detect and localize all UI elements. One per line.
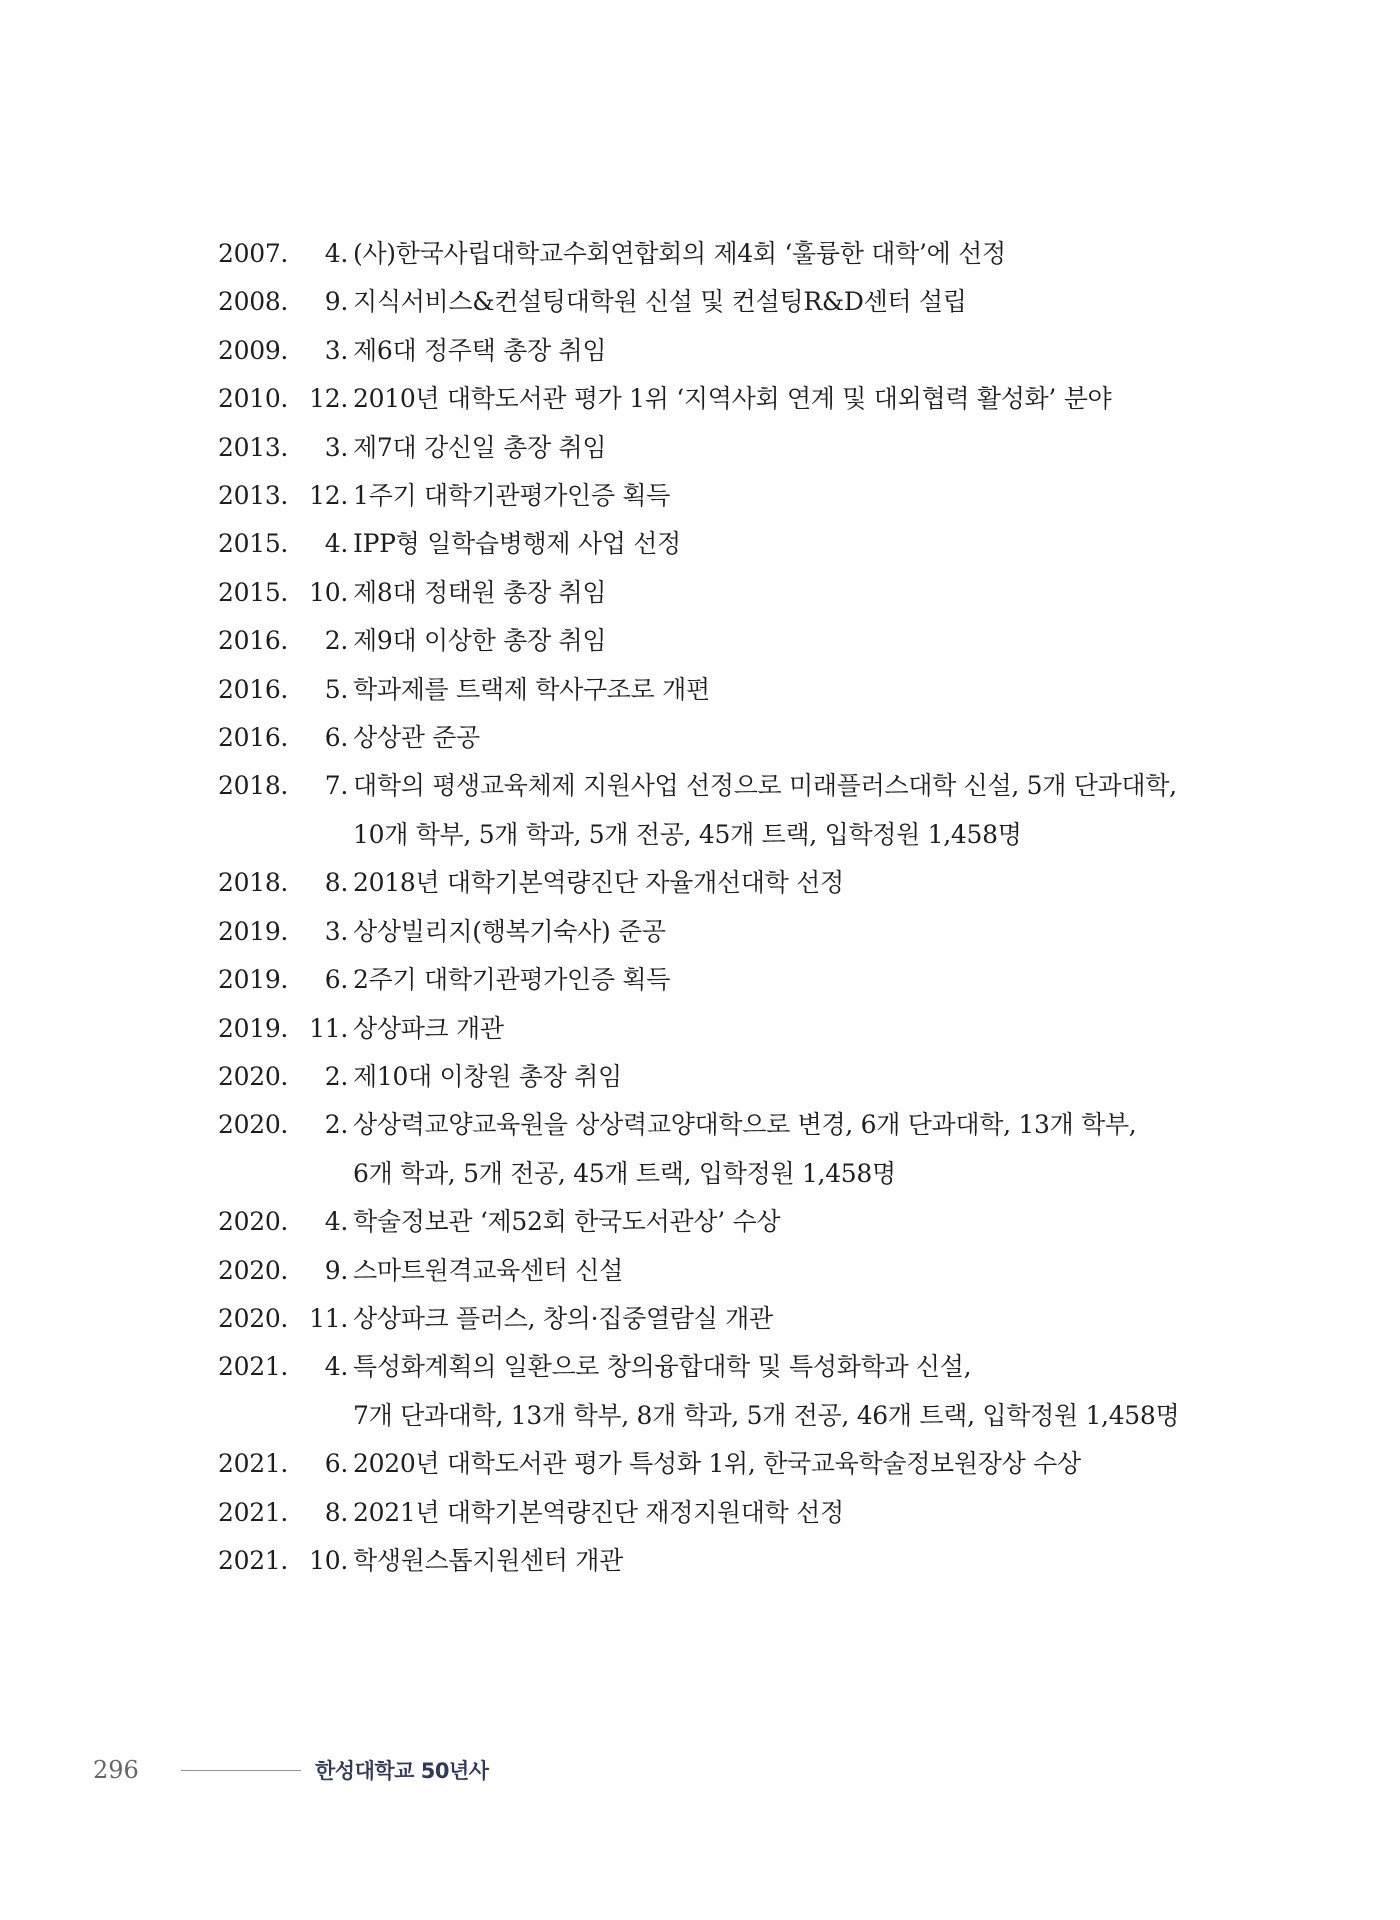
entry-date: [218, 520, 353, 568]
entry-description-line: 학생원스톱지원센터 개관: [353, 1545, 623, 1575]
entry-description-line: 제8대 정태원 총장 취임: [353, 577, 607, 607]
entry-description: [353, 375, 1218, 423]
page-number: 296: [93, 1756, 139, 1784]
entry-date: [218, 1005, 353, 1053]
entry-month: 4.: [324, 529, 348, 559]
entry-month: 8.: [324, 868, 348, 898]
entry-year: 2021.: [218, 1449, 289, 1479]
timeline-entry: [218, 1053, 1218, 1101]
entry-year: 2018.: [218, 868, 289, 898]
timeline-entry: [218, 1537, 1218, 1585]
entry-description: [353, 1247, 1218, 1295]
entry-date: [218, 1537, 353, 1585]
entry-year: 2016.: [218, 626, 289, 656]
entry-date: [218, 327, 353, 375]
entry-description: [353, 1440, 1218, 1488]
entry-description-line: 제7대 강신일 총장 취임: [353, 432, 607, 462]
entry-date: [218, 617, 353, 665]
entry-month: 10.: [309, 577, 348, 607]
timeline-entry: [218, 1440, 1218, 1488]
entry-month: 11.: [309, 1013, 348, 1043]
timeline-entry: [218, 230, 1218, 278]
entry-year: 2020.: [218, 1303, 289, 1333]
entry-date: [218, 714, 353, 762]
entry-description: [353, 520, 1218, 568]
entry-description: [353, 617, 1218, 665]
entry-month: 9.: [324, 287, 348, 317]
entry-date: [218, 1247, 353, 1295]
entry-year: 2015.: [218, 529, 289, 559]
entry-description: [353, 1537, 1218, 1585]
entry-description-line: 1주기 대학기관평가인증 획득: [353, 481, 671, 511]
entry-description-line: 제6대 정주택 총장 취임: [353, 335, 607, 365]
entry-month: 12.: [309, 481, 348, 511]
entry-date: [218, 472, 353, 520]
entry-month: 6.: [324, 965, 348, 995]
entry-description: [353, 1489, 1218, 1537]
entry-year: 2020.: [218, 1061, 289, 1091]
entry-month: 4.: [324, 1207, 348, 1237]
entry-date: [218, 666, 353, 714]
entry-date: [218, 375, 353, 423]
entry-year: 2018.: [218, 771, 289, 801]
entry-month: 7.: [324, 771, 348, 801]
entry-description: [353, 1005, 1218, 1053]
timeline-entry: [218, 569, 1218, 617]
entry-description-line: 2주기 대학기관평가인증 획득: [353, 965, 671, 995]
timeline-entry: [218, 278, 1218, 326]
timeline-entry: [218, 520, 1218, 568]
entry-description: [353, 1295, 1218, 1343]
entry-year: 2016.: [218, 723, 289, 753]
entry-month: 6.: [324, 723, 348, 753]
entry-description: [353, 1053, 1218, 1101]
entry-year: 2009.: [218, 335, 289, 365]
entry-description: [353, 1198, 1218, 1246]
entry-date: [218, 859, 353, 907]
entry-description: [353, 762, 1218, 859]
entry-date: [218, 908, 353, 956]
entry-description: [353, 278, 1218, 326]
entry-description-line: 학술정보관 ‘제52회 한국도서관상’ 수상: [353, 1207, 781, 1237]
timeline-entry: [218, 1489, 1218, 1537]
entry-year: 2021.: [218, 1497, 289, 1527]
footer-divider: [181, 1770, 301, 1771]
timeline-entry: [218, 1295, 1218, 1343]
entry-description: [353, 327, 1218, 375]
entry-description: [353, 1343, 1218, 1440]
entry-date: [218, 1343, 353, 1391]
entry-date: [218, 762, 353, 810]
timeline-entry: [218, 1198, 1218, 1246]
entry-year: 2013.: [218, 481, 289, 511]
timeline-list: [218, 230, 1218, 1585]
entry-month: 2.: [324, 626, 348, 656]
entry-description: [353, 569, 1218, 617]
timeline-entry: [218, 1343, 1218, 1440]
entry-description-line: 2018년 대학기본역량진단 자율개선대학 선정: [353, 868, 844, 898]
entry-description: [353, 714, 1218, 762]
entry-description-line: 스마트원격교육센터 신설: [353, 1255, 623, 1285]
timeline-entry: [218, 666, 1218, 714]
timeline-entry: [218, 472, 1218, 520]
entry-date: [218, 424, 353, 472]
entry-year: 2013.: [218, 432, 289, 462]
timeline-entry: [218, 762, 1218, 859]
entry-month: 3.: [324, 335, 348, 365]
entry-description-line: 지식서비스&컨설팅대학원 신설 및 컨설팅R&D센터 설립: [353, 287, 967, 317]
entry-month: 4.: [324, 239, 348, 268]
timeline-entry: [218, 859, 1218, 907]
entry-year: 2010.: [218, 384, 289, 414]
timeline-entry: [218, 375, 1218, 423]
entry-month: 4.: [324, 1352, 348, 1382]
entry-description-line: 학과제를 트랙제 학사구조로 개편: [353, 674, 710, 704]
entry-year: 2021.: [218, 1352, 289, 1382]
timeline-entry: [218, 327, 1218, 375]
page-footer: [93, 1750, 489, 1790]
timeline-entry: [218, 1101, 1218, 1198]
entry-date: [218, 956, 353, 1004]
entry-year: 2015.: [218, 577, 289, 607]
entry-description-line: IPP형 일학습병행제 사업 선정: [353, 529, 681, 559]
entry-month: 3.: [324, 916, 348, 946]
entry-description-line: 2020년 대학도서관 평가 특성화 1위, 한국교육학술정보원장상 수상: [353, 1449, 1081, 1479]
timeline-entry: [218, 1005, 1218, 1053]
timeline-entry: [218, 424, 1218, 472]
entry-date: [218, 1101, 353, 1149]
entry-description-line: 2010년 대학도서관 평가 1위 ‘지역사회 연계 및 대외협력 활성화’ 분야: [353, 384, 1112, 414]
entry-date: [218, 278, 353, 326]
entry-description: [353, 472, 1218, 520]
entry-description-line: 제10대 이창원 총장 취임: [353, 1061, 622, 1091]
entry-year: 2008.: [218, 287, 289, 317]
timeline-entry: [218, 714, 1218, 762]
entry-date: [218, 1198, 353, 1246]
entry-date: [218, 569, 353, 617]
entry-description-line: 10개 학부, 5개 학과, 5개 전공, 45개 트랙, 입학정원 1,458명: [353, 819, 1022, 849]
entry-description: [353, 1101, 1218, 1198]
entry-date: [218, 1440, 353, 1488]
entry-year: 2020.: [218, 1110, 289, 1140]
entry-month: 5.: [324, 674, 348, 704]
entry-description: [353, 859, 1218, 907]
entry-description-line: 6개 학과, 5개 전공, 45개 트랙, 입학정원 1,458명: [353, 1158, 896, 1188]
entry-description: [353, 230, 1218, 278]
entry-description: [353, 666, 1218, 714]
entry-year: 2020.: [218, 1207, 289, 1237]
entry-year: 2016.: [218, 674, 289, 704]
entry-month: 10.: [309, 1545, 348, 1575]
timeline-entry: [218, 617, 1218, 665]
entry-description-line: 상상파크 플러스, 창의·집중열람실 개관: [353, 1303, 773, 1333]
book-title: 한성대학교 50년사: [315, 1759, 489, 1783]
entry-description: [353, 956, 1218, 1004]
entry-description: [353, 424, 1218, 472]
entry-year: 2007.: [218, 239, 289, 268]
timeline-entry: [218, 956, 1218, 1004]
entry-description-line: 상상파크 개관: [353, 1013, 504, 1043]
entry-month: 12.: [309, 384, 348, 414]
entry-month: 8.: [324, 1497, 348, 1527]
entry-date: [218, 230, 353, 278]
entry-year: 2019.: [218, 916, 289, 946]
entry-description-line: 상상빌리지(행복기숙사) 준공: [353, 916, 666, 946]
entry-year: 2021.: [218, 1545, 289, 1575]
entry-date: [218, 1053, 353, 1101]
entry-month: 11.: [309, 1303, 348, 1333]
entry-description-line: 7개 단과대학, 13개 학부, 8개 학과, 5개 전공, 46개 트랙, 입학정원 1,458명: [353, 1400, 1180, 1430]
entry-year: 2019.: [218, 1013, 289, 1043]
entry-month: 2.: [324, 1110, 348, 1140]
timeline-entry: [218, 908, 1218, 956]
entry-month: 6.: [324, 1449, 348, 1479]
entry-description-line: 특성화계획의 일환으로 창의융합대학 및 특성화학과 신설,: [353, 1352, 972, 1382]
entry-year: 2019.: [218, 965, 289, 995]
entry-description-line: 상상관 준공: [353, 723, 480, 753]
entry-description-line: 상상력교양교육원을 상상력교양대학으로 변경, 6개 단과대학, 13개 학부,: [353, 1110, 1137, 1140]
entry-description-line: 제9대 이상한 총장 취임: [353, 626, 607, 656]
entry-year: 2020.: [218, 1255, 289, 1285]
entry-description: [353, 908, 1218, 956]
entry-description-line: (사)한국사립대학교수회연합회의 제4회 ‘훌륭한 대학’에 선정: [353, 239, 1006, 268]
entry-date: [218, 1295, 353, 1343]
entry-month: 3.: [324, 432, 348, 462]
entry-month: 9.: [324, 1255, 348, 1285]
timeline-entry: [218, 1247, 1218, 1295]
entry-description-line: 대학의 평생교육체제 지원사업 선정으로 미래플러스대학 신설, 5개 단과대학,: [353, 771, 1177, 801]
entry-month: 2.: [324, 1061, 348, 1091]
entry-description-line: 2021년 대학기본역량진단 재정지원대학 선정: [353, 1497, 844, 1527]
entry-date: [218, 1489, 353, 1537]
